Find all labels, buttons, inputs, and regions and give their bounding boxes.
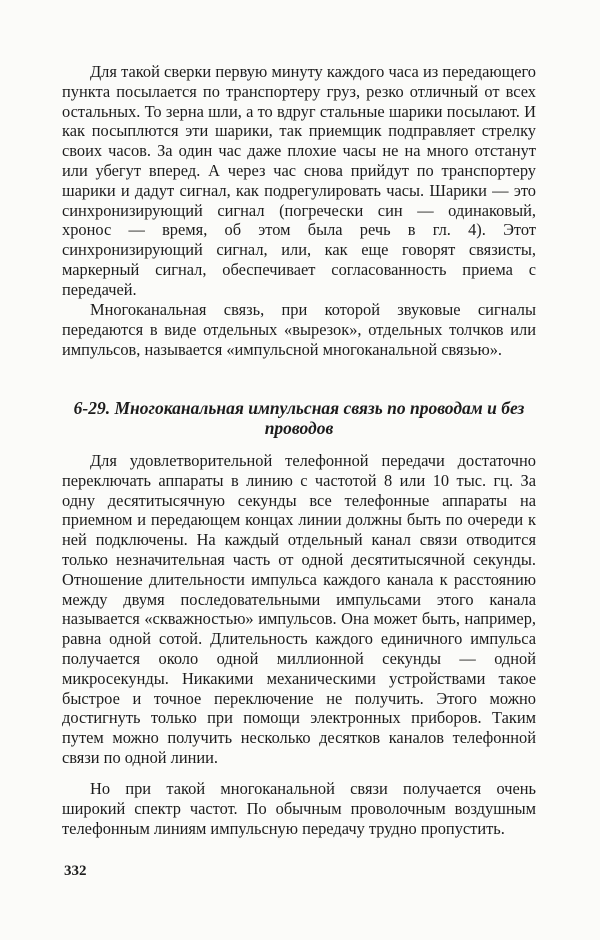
paragraph: Для такой сверки первую минуту каждого часа из передающего пункта посылается по транспортеру груз, резко отличный от всех остальных. То зерна шли, а то вдруг стальные шарики посылают. И как посыплются эти шарики, так приемщик подправляет стрелку своих часов. За один час даже плохие часы не на много отстанут или убегут вперед. А через час снова прийдут по транспортеру шарики и дадут сигнал, как подрегулировать часы. Шарики — это синхронизирующий сигнал (погречески син — одинаковый, хронос — время, об этом была речь в гл. 4). Этот синхронизирующий сигнал, или, как еще говорят связисты, маркерный сигнал, обеспечивает согласованность приема с передачей. [62,62,536,299]
paragraph-block [62,300,536,359]
paragraph: Для удовлетворительной телефонной передачи достаточно переключать аппараты в линию с частотой 8 или 10 тыс. гц. За одну десятитысячную секунды все телефонные аппараты на приемном и передающем концах линии должны быть по очереди к ней подключены. На каждый отдельный канал связи отводится только незначительная часть от одной десятитысячной секунды. Отношение длительности импульса каждого канала к расстоянию между двумя последовательными импульсами этого канала называется «скважностью» импульсов. Она может быть, например, равна одной сотой. Длительность каждого единичного импульса получается около одной миллионной секунды — одной микросекунды. Никакими механическими устройствами такое быстрое и точное переключение не получить. Этого можно достигнуть только при помощи электронных приборов. Таким путем можно получить несколько десятков каналов телефонной связи по одной линии. [62,451,536,767]
section-heading: 6-29. Многоканальная импульсная связь по проводам и без проводов [73,398,525,438]
page-number: 332 [64,863,87,879]
paragraph-block [62,451,536,768]
paragraph: Многоканальная связь, при которой звуковые сигналы передаются в виде отдельных «вырезок», отдельных толчков или импульсов, называется «импульсной многоканальной связью». [62,300,536,359]
paragraph-block [62,779,536,838]
paragraph-block [62,62,536,300]
paragraph: Но при такой многоканальной связи получается очень широкий спектр частот. По обычным проволочным воздушным телефонным линиям импульсную передачу трудно пропустить. [62,779,536,838]
